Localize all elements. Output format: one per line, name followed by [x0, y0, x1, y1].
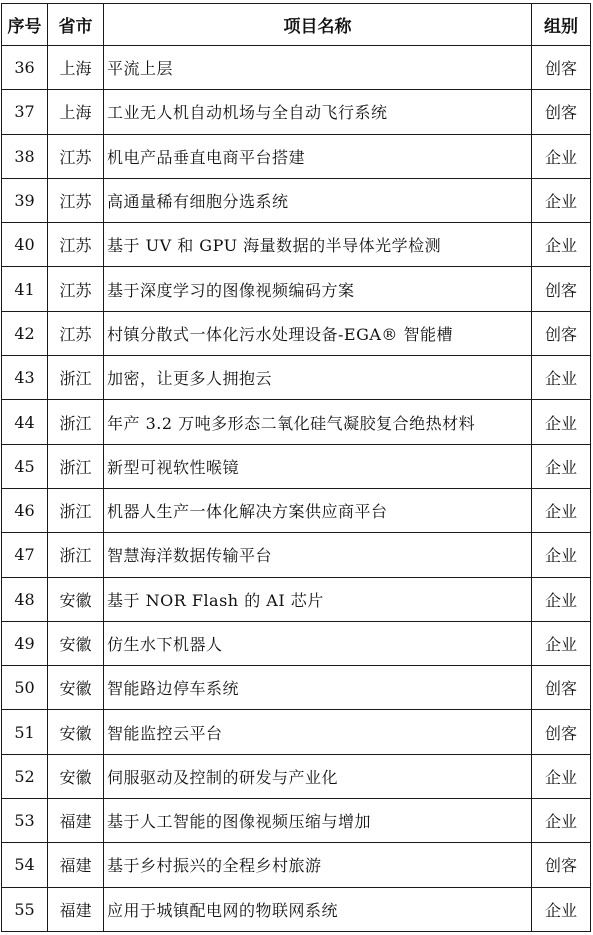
cell-group: 企业	[532, 356, 591, 400]
cell-province: 浙江	[48, 533, 104, 577]
cell-no: 52	[2, 754, 48, 798]
cell-province: 浙江	[48, 400, 104, 444]
cell-province: 浙江	[48, 488, 104, 532]
cell-province: 福建	[48, 843, 104, 887]
cell-province: 安徽	[48, 666, 104, 710]
table-row	[2, 311, 591, 355]
header-province: 省市	[48, 4, 104, 46]
table-body	[2, 46, 591, 932]
table-row	[2, 400, 591, 444]
table-row	[2, 843, 591, 887]
header-group: 组别	[532, 4, 591, 46]
cell-project-name: 高通量稀有细胞分选系统	[104, 178, 532, 222]
cell-group: 创客	[532, 311, 591, 355]
cell-province: 安徽	[48, 710, 104, 754]
cell-project-name: 智能路边停车系统	[104, 666, 532, 710]
cell-project-name: 机电产品垂直电商平台搭建	[104, 134, 532, 178]
project-table	[1, 3, 591, 932]
cell-no: 44	[2, 400, 48, 444]
cell-no: 42	[2, 311, 48, 355]
cell-no: 55	[2, 887, 48, 931]
cell-province: 江苏	[48, 311, 104, 355]
cell-project-name: 智慧海洋数据传输平台	[104, 533, 532, 577]
table-row	[2, 754, 591, 798]
cell-group: 企业	[532, 799, 591, 843]
cell-group: 企业	[532, 178, 591, 222]
cell-project-name: 加密，让更多人拥抱云	[104, 356, 532, 400]
cell-group: 企业	[532, 400, 591, 444]
table-row	[2, 710, 591, 754]
table-row	[2, 223, 591, 267]
table-row	[2, 887, 591, 931]
cell-no: 41	[2, 267, 48, 311]
cell-no: 43	[2, 356, 48, 400]
cell-project-name: 基于 NOR Flash 的 AI 芯片	[104, 577, 532, 621]
cell-project-name: 基于 UV 和 GPU 海量数据的半导体光学检测	[104, 223, 532, 267]
cell-project-name: 仿生水下机器人	[104, 621, 532, 665]
table-row	[2, 90, 591, 134]
cell-group: 企业	[532, 887, 591, 931]
cell-no: 48	[2, 577, 48, 621]
cell-no: 49	[2, 621, 48, 665]
cell-project-name: 应用于城镇配电网的物联网系统	[104, 887, 532, 931]
table-row	[2, 444, 591, 488]
table-row	[2, 488, 591, 532]
cell-province: 浙江	[48, 356, 104, 400]
table-row	[2, 46, 591, 90]
table-row	[2, 621, 591, 665]
cell-group: 创客	[532, 267, 591, 311]
cell-province: 安徽	[48, 754, 104, 798]
cell-project-name: 新型可视软性喉镜	[104, 444, 532, 488]
cell-no: 38	[2, 134, 48, 178]
cell-no: 54	[2, 843, 48, 887]
cell-project-name: 工业无人机自动机场与全自动飞行系统	[104, 90, 532, 134]
cell-group: 企业	[532, 621, 591, 665]
cell-province: 安徽	[48, 621, 104, 665]
cell-project-name: 智能监控云平台	[104, 710, 532, 754]
cell-no: 50	[2, 666, 48, 710]
table-row	[2, 267, 591, 311]
cell-project-name: 机器人生产一体化解决方案供应商平台	[104, 488, 532, 532]
cell-province: 福建	[48, 887, 104, 931]
cell-no: 45	[2, 444, 48, 488]
cell-no: 46	[2, 488, 48, 532]
cell-province: 上海	[48, 46, 104, 90]
cell-group: 企业	[532, 577, 591, 621]
cell-no: 36	[2, 46, 48, 90]
cell-group: 企业	[532, 134, 591, 178]
cell-project-name: 基于乡村振兴的全程乡村旅游	[104, 843, 532, 887]
cell-group: 企业	[532, 223, 591, 267]
cell-no: 39	[2, 178, 48, 222]
table-row	[2, 134, 591, 178]
table-row	[2, 577, 591, 621]
cell-province: 江苏	[48, 267, 104, 311]
table-row	[2, 533, 591, 577]
cell-project-name: 村镇分散式一体化污水处理设备-EGA® 智能槽	[104, 311, 532, 355]
cell-province: 江苏	[48, 178, 104, 222]
table-row	[2, 666, 591, 710]
cell-no: 37	[2, 90, 48, 134]
cell-project-name: 基于人工智能的图像视频压缩与增加	[104, 799, 532, 843]
header-project-name: 项目名称	[104, 4, 532, 46]
table-row	[2, 799, 591, 843]
cell-project-name: 伺服驱动及控制的研发与产业化	[104, 754, 532, 798]
cell-group: 企业	[532, 754, 591, 798]
cell-province: 上海	[48, 90, 104, 134]
cell-group: 创客	[532, 710, 591, 754]
cell-group: 创客	[532, 90, 591, 134]
cell-no: 47	[2, 533, 48, 577]
table-row	[2, 356, 591, 400]
cell-group: 创客	[532, 46, 591, 90]
cell-group: 企业	[532, 533, 591, 577]
cell-project-name: 基于深度学习的图像视频编码方案	[104, 267, 532, 311]
cell-no: 40	[2, 223, 48, 267]
cell-province: 江苏	[48, 223, 104, 267]
header-no: 序号	[2, 4, 48, 46]
cell-province: 江苏	[48, 134, 104, 178]
cell-group: 企业	[532, 444, 591, 488]
cell-project-name: 平流上层	[104, 46, 532, 90]
table-row	[2, 178, 591, 222]
cell-no: 51	[2, 710, 48, 754]
cell-group: 创客	[532, 666, 591, 710]
cell-province: 福建	[48, 799, 104, 843]
cell-project-name: 年产 3.2 万吨多形态二氧化硅气凝胶复合绝热材料	[104, 400, 532, 444]
cell-province: 安徽	[48, 577, 104, 621]
cell-group: 企业	[532, 488, 591, 532]
cell-province: 浙江	[48, 444, 104, 488]
header-row	[2, 4, 591, 46]
cell-no: 53	[2, 799, 48, 843]
cell-group: 创客	[532, 843, 591, 887]
